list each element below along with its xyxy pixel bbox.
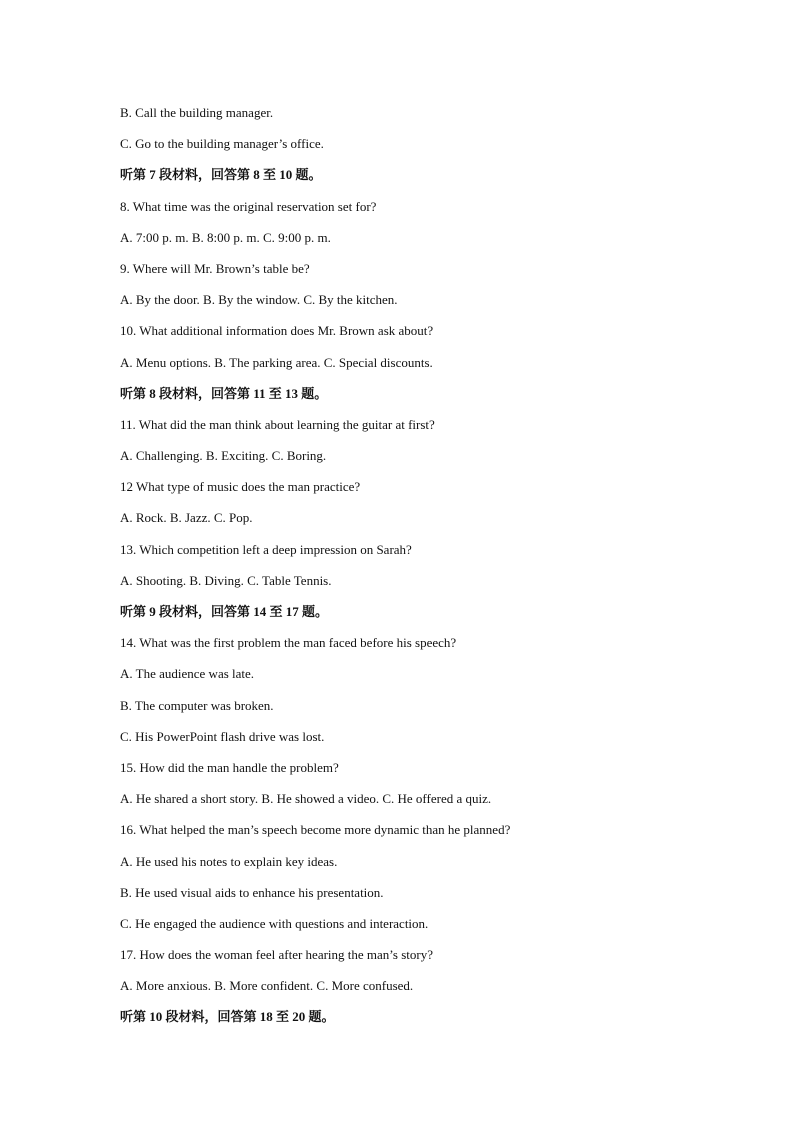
question-text: 12 What type of music does the man practice? xyxy=(120,479,361,495)
question-text: 10. What additional information does Mr. Brown ask about? xyxy=(120,323,434,339)
question-text: 16. What helped the man’s speech become more dynamic than he planned? xyxy=(120,822,511,838)
option-text: A. 7:00 p. m. B. 8:00 p. m. C. 9:00 p. m. xyxy=(120,229,331,245)
option-text: A. He used his notes to explain key ideas. xyxy=(120,853,338,869)
question-text: 14. What was the first problem the man faced before his speech? xyxy=(120,635,457,651)
option-text: B. Call the building manager. xyxy=(120,105,274,120)
section-heading: 听第 10 段材料，回答第 18 至 20 题。 xyxy=(120,1009,335,1025)
option-text: A. He shared a short story. B. He showed a video. C. He offered a quiz. xyxy=(120,791,492,807)
option-text: A. Shooting. B. Diving. C. Table Tennis. xyxy=(120,572,332,588)
question-text: 11. What did the man think about learning the guitar at first? xyxy=(120,416,435,432)
question-text: 17. How does the woman feel after hearing the man’s story? xyxy=(120,947,433,963)
section-heading: 听第 8 段材料，回答第 11 至 13 题。 xyxy=(120,385,328,401)
option-text: A. Rock. B. Jazz. C. Pop. xyxy=(120,510,253,526)
option-text: A. The audience was late. xyxy=(120,666,255,682)
section-heading: 听第 7 段材料，回答第 8 至 10 题。 xyxy=(120,167,322,183)
question-text: 13. Which competition left a deep impression on Sarah? xyxy=(120,541,412,557)
option-text: C. He engaged the audience with questions and interaction. xyxy=(120,915,429,931)
option-text: B. He used visual aids to enhance his presentation. xyxy=(120,884,384,900)
option-text: C. Go to the building manager’s office. xyxy=(120,136,324,152)
option-text: B. The computer was broken. xyxy=(120,697,274,713)
option-text: A. Menu options. B. The parking area. C. Special discounts. xyxy=(120,354,433,370)
question-text: 15. How did the man handle the problem? xyxy=(120,759,339,775)
question-text: 9. Where will Mr. Brown’s table be? xyxy=(120,260,310,276)
option-text: A. More anxious. B. More confident. C. More confused. xyxy=(120,978,414,994)
option-text: A. Challenging. B. Exciting. C. Boring. xyxy=(120,448,327,464)
section-heading: 听第 9 段材料，回答第 14 至 17 题。 xyxy=(120,604,329,619)
question-text: 8. What time was the original reservation set for? xyxy=(120,198,377,214)
option-text: C. His PowerPoint flash drive was lost. xyxy=(120,728,325,744)
document-page xyxy=(120,103,720,1039)
option-text: A. By the door. B. By the window. C. By the kitchen. xyxy=(120,292,398,308)
